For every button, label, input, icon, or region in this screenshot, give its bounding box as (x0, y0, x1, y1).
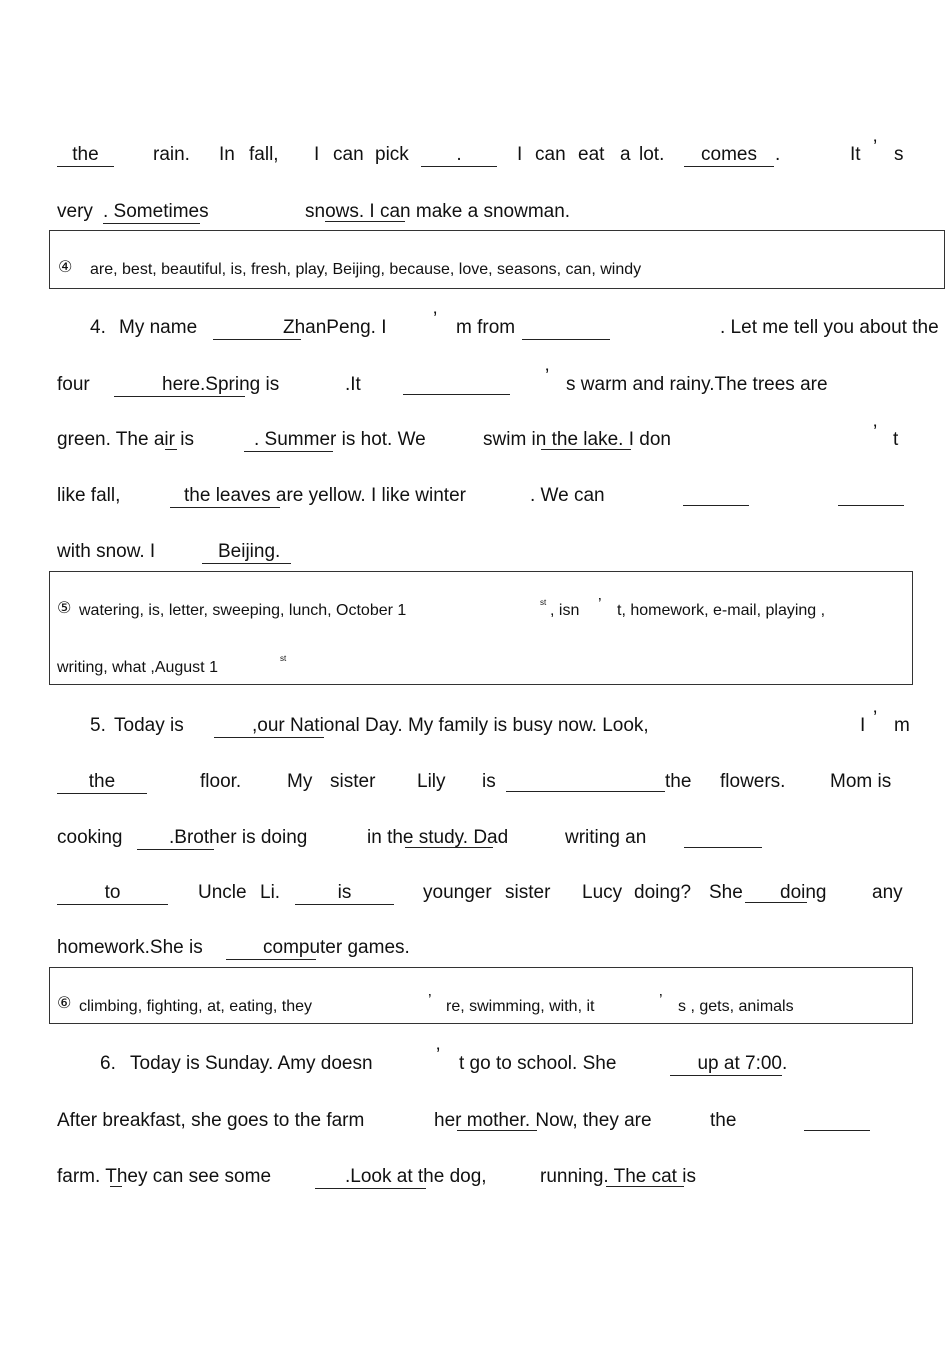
apostrophe: ’ (545, 366, 550, 387)
blank-answer (137, 827, 308, 850)
apostrophe: ’ (598, 596, 602, 613)
text: swim in the lake. I don (483, 429, 671, 450)
answer: .Look at the dog, (345, 1166, 487, 1187)
text: writing an (565, 827, 647, 848)
word-bank: t, homework, e-mail, playing , (617, 602, 826, 619)
blank-answer: . (421, 145, 497, 167)
word-bank-box-4 (49, 230, 945, 289)
text: like fall, (57, 485, 121, 506)
blank-answer (315, 1166, 487, 1189)
blank-answer: . Sometimes (103, 201, 209, 222)
answer: computer games. (263, 937, 410, 958)
answer: ,our National Day. My family is busy now. Look, (252, 715, 649, 736)
word-bank: s , gets, animals (678, 998, 794, 1015)
text: green. The air is (57, 429, 194, 450)
blank-answer: the leaves are yellow. I like winter (170, 486, 280, 508)
text: I (517, 144, 523, 165)
text: Lucy (582, 882, 623, 903)
blank (684, 828, 762, 848)
text: After breakfast, she goes to the farm (57, 1110, 365, 1131)
word-bank: climbing, fighting, at, eating, they (79, 998, 313, 1015)
word-bank: writing, what ,August 1 (57, 659, 218, 676)
underline (165, 449, 177, 450)
text: sister (505, 882, 551, 903)
text: running. The cat is (540, 1166, 696, 1187)
blank (213, 317, 387, 340)
question-number: 5. (90, 715, 106, 736)
apostrophe: ’ (873, 137, 878, 158)
text: eat (578, 144, 605, 165)
blank-answer (226, 937, 410, 960)
answer: .Brother is doing (169, 827, 308, 848)
circled-number: ⑥ (57, 995, 72, 1012)
text: very (57, 201, 93, 222)
text: s (894, 144, 904, 165)
text: in the study. Dad (367, 827, 509, 848)
text: m (894, 715, 910, 736)
text: In (219, 144, 235, 165)
blank (522, 317, 939, 340)
blank-answer: here.Spring is (114, 375, 245, 397)
apostrophe: ’ (428, 992, 432, 1009)
answer: ZhanPeng. I (283, 317, 387, 338)
text: younger (423, 882, 492, 903)
text: is (482, 771, 496, 792)
text: four (57, 374, 90, 395)
text: Uncle (198, 882, 247, 903)
blank-answer: comes (684, 145, 774, 167)
blank-answer: is (295, 883, 394, 905)
text: doing? (634, 882, 692, 903)
text: the (665, 771, 692, 792)
text: flowers. (720, 771, 786, 792)
text: I (314, 144, 320, 165)
text: My (287, 771, 313, 792)
blank-answer: the (57, 772, 147, 794)
apostrophe: ’ (436, 1045, 441, 1066)
underline (325, 221, 405, 222)
text: sister (330, 771, 376, 792)
apostrophe: ’ (659, 992, 663, 1009)
text: . We can (530, 485, 605, 506)
text: farm. They can see some (57, 1166, 272, 1187)
text: homework.She is (57, 937, 203, 958)
blank-answer: Beijing. (202, 542, 291, 564)
text: m from (456, 317, 516, 338)
text: a (620, 144, 631, 165)
text: Mom is (830, 771, 892, 792)
text: can (535, 144, 566, 165)
apostrophe: ’ (873, 708, 878, 729)
word-bank-box-6 (49, 967, 913, 1024)
blank (506, 772, 665, 792)
text: pick (375, 144, 409, 165)
text: with snow. I (57, 541, 156, 562)
text: My name (119, 317, 198, 338)
blank (683, 486, 749, 506)
text: t go to school. She (459, 1053, 617, 1074)
word-bank: , isn (550, 602, 580, 619)
text: . (775, 144, 781, 165)
apostrophe: ’ (873, 422, 878, 443)
text: rain. (153, 144, 190, 165)
blank (804, 1111, 870, 1131)
text: cooking (57, 827, 123, 848)
text: Today is (114, 715, 184, 736)
answer: . Let me tell you about the (720, 317, 939, 338)
text: Today is Sunday. Amy doesn (130, 1053, 373, 1074)
text: t (893, 429, 899, 450)
blank-answer (214, 715, 649, 738)
blank-answer: . Summer is hot. We (244, 430, 333, 452)
text: She (709, 882, 743, 903)
text: can (333, 144, 364, 165)
blank-answer: up at 7:00 (670, 1054, 782, 1076)
text: her mother. Now, they are (434, 1110, 652, 1131)
word-bank: re, swimming, with, it (446, 998, 595, 1015)
text: doing (780, 882, 827, 903)
text: lot. (639, 144, 665, 165)
superscript: st (280, 654, 287, 663)
text: Lily (417, 771, 446, 792)
blank (838, 486, 904, 506)
underline (405, 847, 493, 848)
text: .It (345, 374, 361, 395)
underline (606, 1186, 684, 1187)
apostrophe: ’ (433, 309, 438, 330)
question-number: 6. (100, 1053, 116, 1074)
superscript: st (540, 598, 547, 607)
underline (110, 1186, 122, 1187)
circled-number: ⑤ (57, 600, 72, 617)
text: It (850, 144, 861, 165)
text: snows. I can make a snowman. (305, 201, 571, 222)
blank-answer: to (57, 883, 168, 905)
text: fall, (249, 144, 279, 165)
question-number: 4. (90, 317, 106, 338)
text: s warm and rainy.The trees are (566, 374, 828, 395)
blank-answer: the (57, 145, 114, 167)
word-bank-box-5 (49, 571, 913, 685)
underline (541, 449, 631, 450)
text: floor. (200, 771, 242, 792)
word-bank: watering, is, letter, sweeping, lunch, October 1 (79, 602, 407, 619)
word-bank: are, best, beautiful, is, fresh, play, Beijing, because, love, seasons, can, windy (90, 261, 642, 278)
circled-number: ④ (58, 259, 73, 276)
underline (457, 1130, 537, 1131)
blank (403, 375, 510, 395)
text: . (782, 1053, 788, 1074)
text: Li. (260, 882, 281, 903)
text: any (872, 882, 903, 903)
text: I (860, 715, 866, 736)
text: the (710, 1110, 737, 1131)
